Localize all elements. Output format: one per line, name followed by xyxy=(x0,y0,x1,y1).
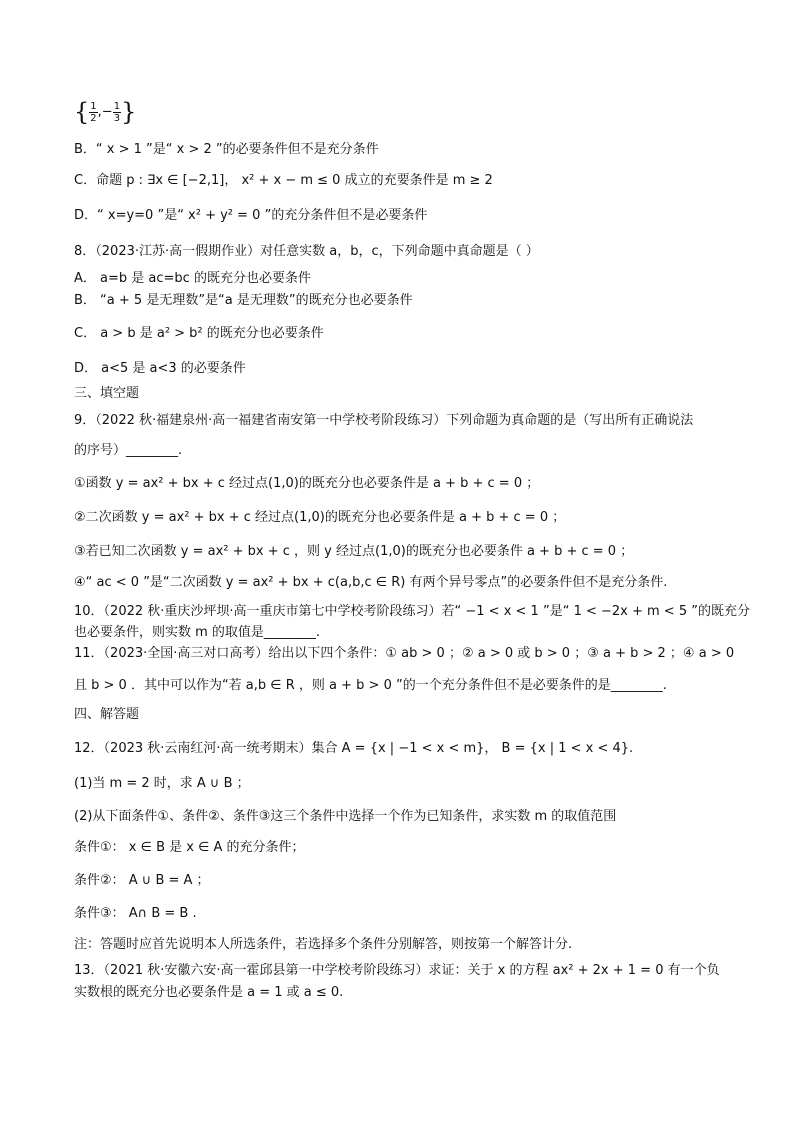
left-brace: { xyxy=(74,98,90,126)
question-13: 13．（2021 秋·安徽六安·高一霍邱县第一中学校考阶段练习）求证：关于 x 的方程 ax² + 2x + 1 = 0 有一个负 xyxy=(74,963,720,978)
q8-option-c: C． a > b 是 a² > b² 的既充分也必要条件 xyxy=(74,326,324,341)
q9-item-1: ①函数 y = ax² + bx + c 经过点(1,0)的既充分也必要条件是 a + b + c = 0 ； xyxy=(74,476,540,491)
section-fill-in: 三、填空题 xyxy=(74,386,140,401)
question-11: 11．（2023·全国·高三对口高考）给出以下四个条件：① ab > 0 ；② a > 0 或 b > 0 ；③ a + b > 2 ；④ a > 0 xyxy=(74,646,735,661)
q9-item-2: ②二次函数 y = ax² + bx + c 经过点(1,0)的既充分也必要条件是 a + b + c = 0 ； xyxy=(74,510,566,525)
question-10-cont: 也必要条件，则实数 m 的取值是________. xyxy=(74,625,321,640)
q12-part-2: (2)从下面条件①、条件②、条件③这三个条件中选择一个作为已知条件，求实数 m 的取值范围 xyxy=(74,809,617,824)
condition-3: 条件③： A∩ B = B . xyxy=(74,906,197,921)
question-9: 9．（2022 秋·福建泉州·高一福建省南安第一中学校考阶段练习）下列命题为真命题的是（写出所有正确说法 xyxy=(74,413,694,428)
q9-item-4: ④“ ac < 0 ”是“二次函数 y = ax² + bx + c(a,b,c ∈ R) 有两个异号零点”的必要条件但不是充分条件. xyxy=(74,575,668,590)
set-separator: ,− xyxy=(97,104,113,120)
question-12: 12．（2023 秋·云南红河·高一统考期末）集合 A = {x | −1 < x < m}， B = {x | 1 < x < 4}. xyxy=(74,741,634,756)
q8-option-a: A． a=b 是 ac=bc 的既充分也必要条件 xyxy=(74,271,311,286)
question-11-cont: 且 b > 0 ．其中可以作为“若 a,b ∈ R ，则 a + b > 0 ”的一个充分条件但不是必要条件的是________. xyxy=(74,678,667,693)
question-13-cont: 实数根的既充分也必要条件是 a = 1 或 a ≤ 0. xyxy=(74,985,344,1000)
section-answers: 四、解答题 xyxy=(74,707,140,722)
option-c-line: C．命题 p : ∃x ∈ [−2,1]， x² + x − m ≤ 0 成立的充要条件是 m ≥ 2 xyxy=(74,173,493,188)
condition-1: 条件①： x ∈ B 是 x ∈ A 的充分条件； xyxy=(74,840,305,855)
q12-part-1: (1)当 m = 2 时，求 A ∪ B ； xyxy=(74,776,250,791)
fraction-a: $\frac{1}{2}$ xyxy=(90,100,97,124)
set-expression xyxy=(74,100,136,124)
q8-option-d: D． a<5 是 a<3 的必要条件 xyxy=(74,361,246,376)
question-9-cont: 的序号）________. xyxy=(74,443,183,458)
option-b-line: B．“ x > 1 ”是“ x > 2 ”的必要条件但不是充分条件 xyxy=(74,142,379,157)
q9-item-3: ③若已知二次函数 y = ax² + bx + c ，则 y 经过点(1,0)的既充分也必要条件 a + b + c = 0 ； xyxy=(74,544,634,559)
option-d-line: D．“ x=y=0 ”是“ x² + y² = 0 ”的充分条件但不是必要条件 xyxy=(74,208,428,223)
answer-note: 注：答题时应首先说明本人所选条件，若选择多个条件分别解答，则按第一个解答计分. xyxy=(74,937,573,952)
condition-2: 条件②： A ∪ B = A ； xyxy=(74,873,210,888)
q8-option-b: B． “a + 5 是无理数”是“a 是无理数”的既充分也必要条件 xyxy=(74,293,413,308)
fraction-b: $\frac{1}{3}$ xyxy=(113,100,121,124)
right-brace: } xyxy=(121,98,137,126)
question-10: 10．（2022 秋·重庆沙坪坝·高一重庆市第七中学校考阶段练习）若“ −1 < x < 1 ”是“ 1 < −2x + m < 5 ”的既充分 xyxy=(74,604,750,619)
question-8: 8．（2023·江苏·高一假期作业）对任意实数 a，b，c，下列命题中真命题是（ ） xyxy=(74,244,539,259)
